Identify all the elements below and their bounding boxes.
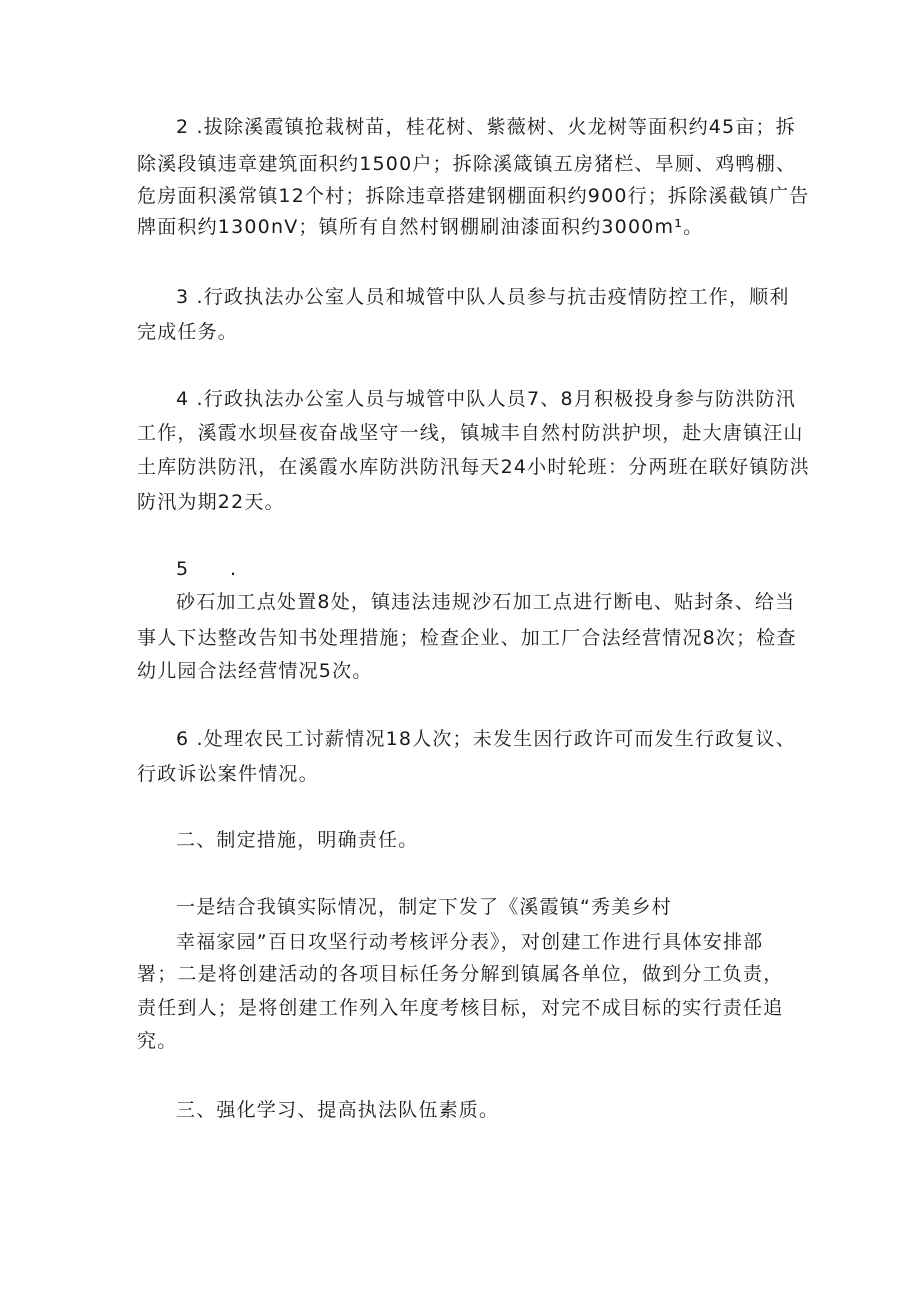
section3-heading: 三、强化学习、提高执法队伍素质。: [176, 1099, 500, 1121]
item5-line3: 幼儿园合法经营情况5次。: [137, 660, 373, 682]
item2-line1: 2 .拔除溪霞镇抢栽树苗，桂花树、紫薇树、火龙树等面积约45亩；拆: [176, 116, 796, 138]
section2-line5: 究。: [137, 1030, 178, 1052]
section2-line4: 责任到人；是将创建工作列入年度考核目标，对完不成目标的实行责任追: [137, 997, 784, 1019]
item4-line3: 土库防洪防汛，在溪霞水库防洪防汛每天24小时轮班：分两班在联好镇防洪: [137, 456, 810, 478]
section2-heading: 二、制定措施，明确责任。: [176, 829, 419, 851]
item4-line1: 4 .行政执法办公室人员与城管中队人员7、8月积极投身参与防洪防汛: [176, 388, 796, 410]
item5-dot: .: [230, 558, 238, 580]
item3-line1: 3 .行政执法办公室人员和城管中队人员参与抗击疫情防控工作，顺利: [176, 286, 790, 308]
item5-line2: 事人下达整改告知书处理措施；检查企业、加工厂合法经营情况8次；检查: [137, 627, 797, 649]
item2-line2: 除溪段镇违章建筑面积约1500户；拆除溪箴镇五房猪栏、旱厕、鸡鸭棚、: [137, 153, 797, 175]
item6-line1: 6 .处理农民工讨薪情况18人次；未发生因行政许可而发生行政复议、: [176, 728, 796, 750]
section2-line1: 一是结合我镇实际情况，制定下发了《溪霞镇“秀美乡村: [176, 896, 672, 918]
item2-line3: 危房面积溪常镇12个村；拆除违章搭建钢棚面积约900行；拆除溪截镇广告: [137, 185, 810, 207]
item5-number: 5: [176, 558, 190, 580]
section2-line3: 署；二是将创建活动的各项目标任务分解到镇属各单位，做到分工负责，: [137, 963, 784, 985]
item4-line4: 防汛为期22天。: [137, 491, 285, 513]
section2-line2: 幸福家园”百日攻坚行动考核评分表》，对创建工作进行具体安排部: [176, 931, 764, 953]
item3-line2: 完成任务。: [137, 321, 239, 343]
item6-line2: 行政诉讼案件情况。: [137, 763, 319, 785]
item5-line1: 砂石加工点处置8处，镇违法违规沙石加工点进行断电、贴封条、给当: [176, 591, 796, 613]
item2-line4: 牌面积约1300nV；镇所有自然村钢棚刷油漆面积约3000m¹。: [137, 216, 704, 238]
item4-line2: 工作，溪霞水坝昼夜奋战坚守一线，镇城丰自然村防洪护坝，赴大唐镇汪山: [137, 422, 804, 444]
